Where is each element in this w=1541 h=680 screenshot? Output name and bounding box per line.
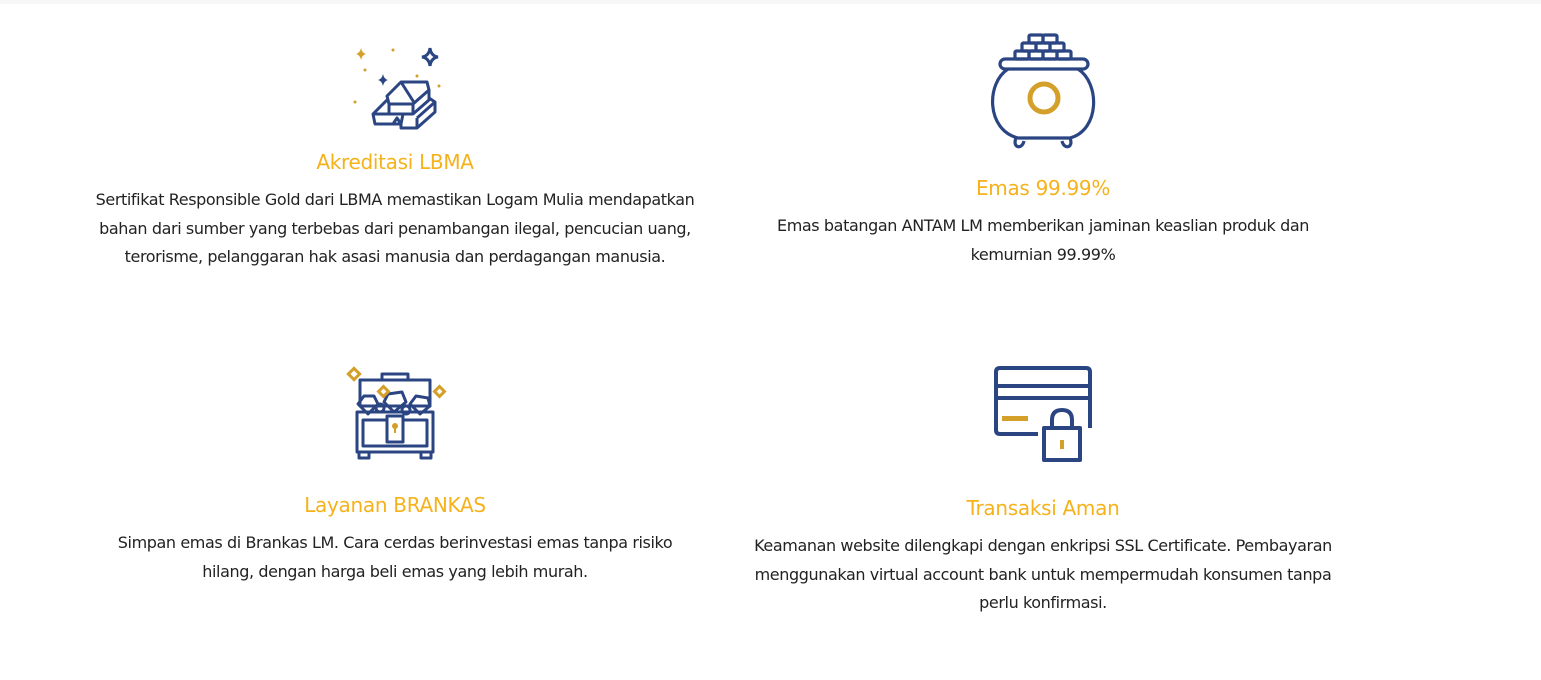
top-border [0,0,1541,4]
feature-vault [95,362,695,586]
feature-title: Transaksi Aman [966,496,1120,520]
feature-description: Emas batangan ANTAM LM memberikan jaminan keaslian produk dan kemurnian 99.99% [776,216,1309,264]
gold-bars-icon [345,38,445,138]
feature-secure-transaction [742,362,1344,618]
feature-title: Layanan BRANKAS [304,493,486,517]
secure-card-lock-icon [988,362,1098,466]
pot-of-gold-icon [978,28,1108,152]
feature-purity [742,28,1344,269]
treasure-chest-icon [340,362,450,466]
feature-description: Keamanan website dilengkapi dengan enkripsi SSL Certificate. Pembayaran menggunakan virtual account bank untuk mempermudah konsumen tanpa perlu konfirmasi. [754,536,1332,612]
feature-lbma [95,38,695,272]
feature-title: Emas 99.99% [975,176,1111,200]
feature-description: Simpan emas di Brankas LM. Cara cerdas berinvestasi emas tanpa risiko hilang, dengan harga beli emas yang lebih murah. [117,533,673,581]
feature-title: Akreditasi LBMA [316,150,474,174]
feature-description: Sertifikat Responsible Gold dari LBMA memastikan Logam Mulia mendapatkan bahan dari sumber yang terbebas dari penambangan ilegal, pencucian uang, terorisme, pelanggaran hak asasi manusia dan perdagangan manusia. [95,190,695,266]
